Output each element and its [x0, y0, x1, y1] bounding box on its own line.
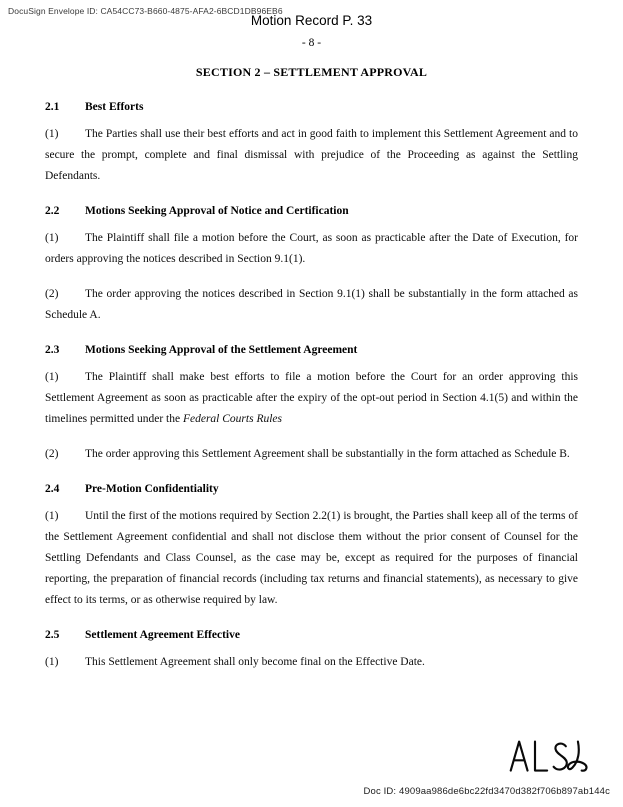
- paragraph-text: The Parties shall use their best efforts and act in good faith to implement this Settlement Agreement and to secure the prompt, complete and final dismissal with prejudice of the Proceeding as against the Settling Defendants.: [45, 128, 578, 182]
- handwritten-initials: [507, 735, 591, 779]
- paragraph-text: Until the first of the motions required by Section 2.2(1) is brought, the Parties shall keep all of the terms of the Settlement Agreement confidential and shall not disclose them without the prior consent of Counsel for the Settling Defendants and Class Counsel, as the case may be, except as required for the purposes of financial reporting, the preparation of financial records (including tax returns and financial statements), as necessary to give effect to its terms, or as otherwise required by law.: [45, 510, 578, 606]
- subsection-title: Best Efforts: [85, 101, 144, 113]
- paragraph-text: The Plaintiff shall file a motion before the Court, as soon as practicable after the Date of Execution, for orders approving the notices described in Section 9.1(1).: [45, 232, 578, 265]
- section-heading: SECTION 2 – SETTLEMENT APPROVAL: [195, 65, 428, 79]
- subsection-title: Motions Seeking Approval of Notice and Certification: [85, 205, 349, 217]
- subsection-number: 2.4: [45, 483, 60, 495]
- doc-id-footer: Doc ID: 4909aa986de6bc22fd3470d382f706b897ab144c: [363, 786, 610, 797]
- paragraph-2-4-1: [45, 506, 578, 611]
- paragraph-number: (1): [45, 510, 59, 522]
- paragraph-2-3-1: [45, 367, 578, 430]
- paragraph-2-3-2: [45, 444, 578, 465]
- paragraph-text: The order approving the notices described in Section 9.1(1) shall be substantially in the form attached as Schedule A.: [45, 288, 578, 321]
- paragraph-number: (1): [45, 656, 59, 668]
- subsection-heading-2-2: [45, 201, 578, 222]
- document-body: [45, 62, 578, 687]
- docusign-envelope-id: DocuSign Envelope ID: CA54CC73-B660-4875-AFA2-6BCD1DB96EB6: [8, 6, 283, 16]
- paragraph-number: (1): [45, 232, 59, 244]
- paragraph-2-1-1: [45, 124, 578, 187]
- paragraph-number: (2): [45, 288, 59, 300]
- italic-citation: Federal Courts Rules: [182, 413, 282, 425]
- page-number: - 8 -: [301, 37, 322, 49]
- subsection-number: 2.1: [45, 101, 60, 113]
- subsection-heading-2-1: [45, 97, 578, 118]
- paragraph-2-5-1: [45, 652, 578, 673]
- motion-record-stamp: Motion Record P. 33: [250, 13, 373, 28]
- subsection-title: Motions Seeking Approval of the Settlement Agreement: [85, 344, 358, 356]
- paragraph-number: (1): [45, 128, 59, 140]
- paragraph-2-2-2: [45, 284, 578, 326]
- paragraph-text: The Plaintiff shall make best efforts to file a motion before the Court for an order approving this Settlement Agreement as soon as practicable after the expiry of the opt-out period in Section 4.1(5) and within the timelines permitted under the: [45, 371, 578, 425]
- subsection-number: 2.3: [45, 344, 60, 356]
- paragraph-number: (1): [45, 371, 59, 383]
- subsection-title: Settlement Agreement Effective: [85, 629, 240, 641]
- signature-scribble-icon: [507, 735, 591, 779]
- subsection-heading-2-4: [45, 479, 578, 500]
- subsection-title: Pre-Motion Confidentiality: [85, 483, 219, 495]
- subsection-number: 2.2: [45, 205, 60, 217]
- subsection-number: 2.5: [45, 629, 60, 641]
- paragraph-text: This Settlement Agreement shall only become final on the Effective Date.: [85, 656, 425, 668]
- subsection-heading-2-3: [45, 340, 578, 361]
- subsection-heading-2-5: [45, 625, 578, 646]
- paragraph-number: (2): [45, 448, 59, 460]
- paragraph-text: The order approving this Settlement Agreement shall be substantially in the form attached as Schedule B.: [85, 448, 570, 460]
- paragraph-2-2-1: [45, 228, 578, 270]
